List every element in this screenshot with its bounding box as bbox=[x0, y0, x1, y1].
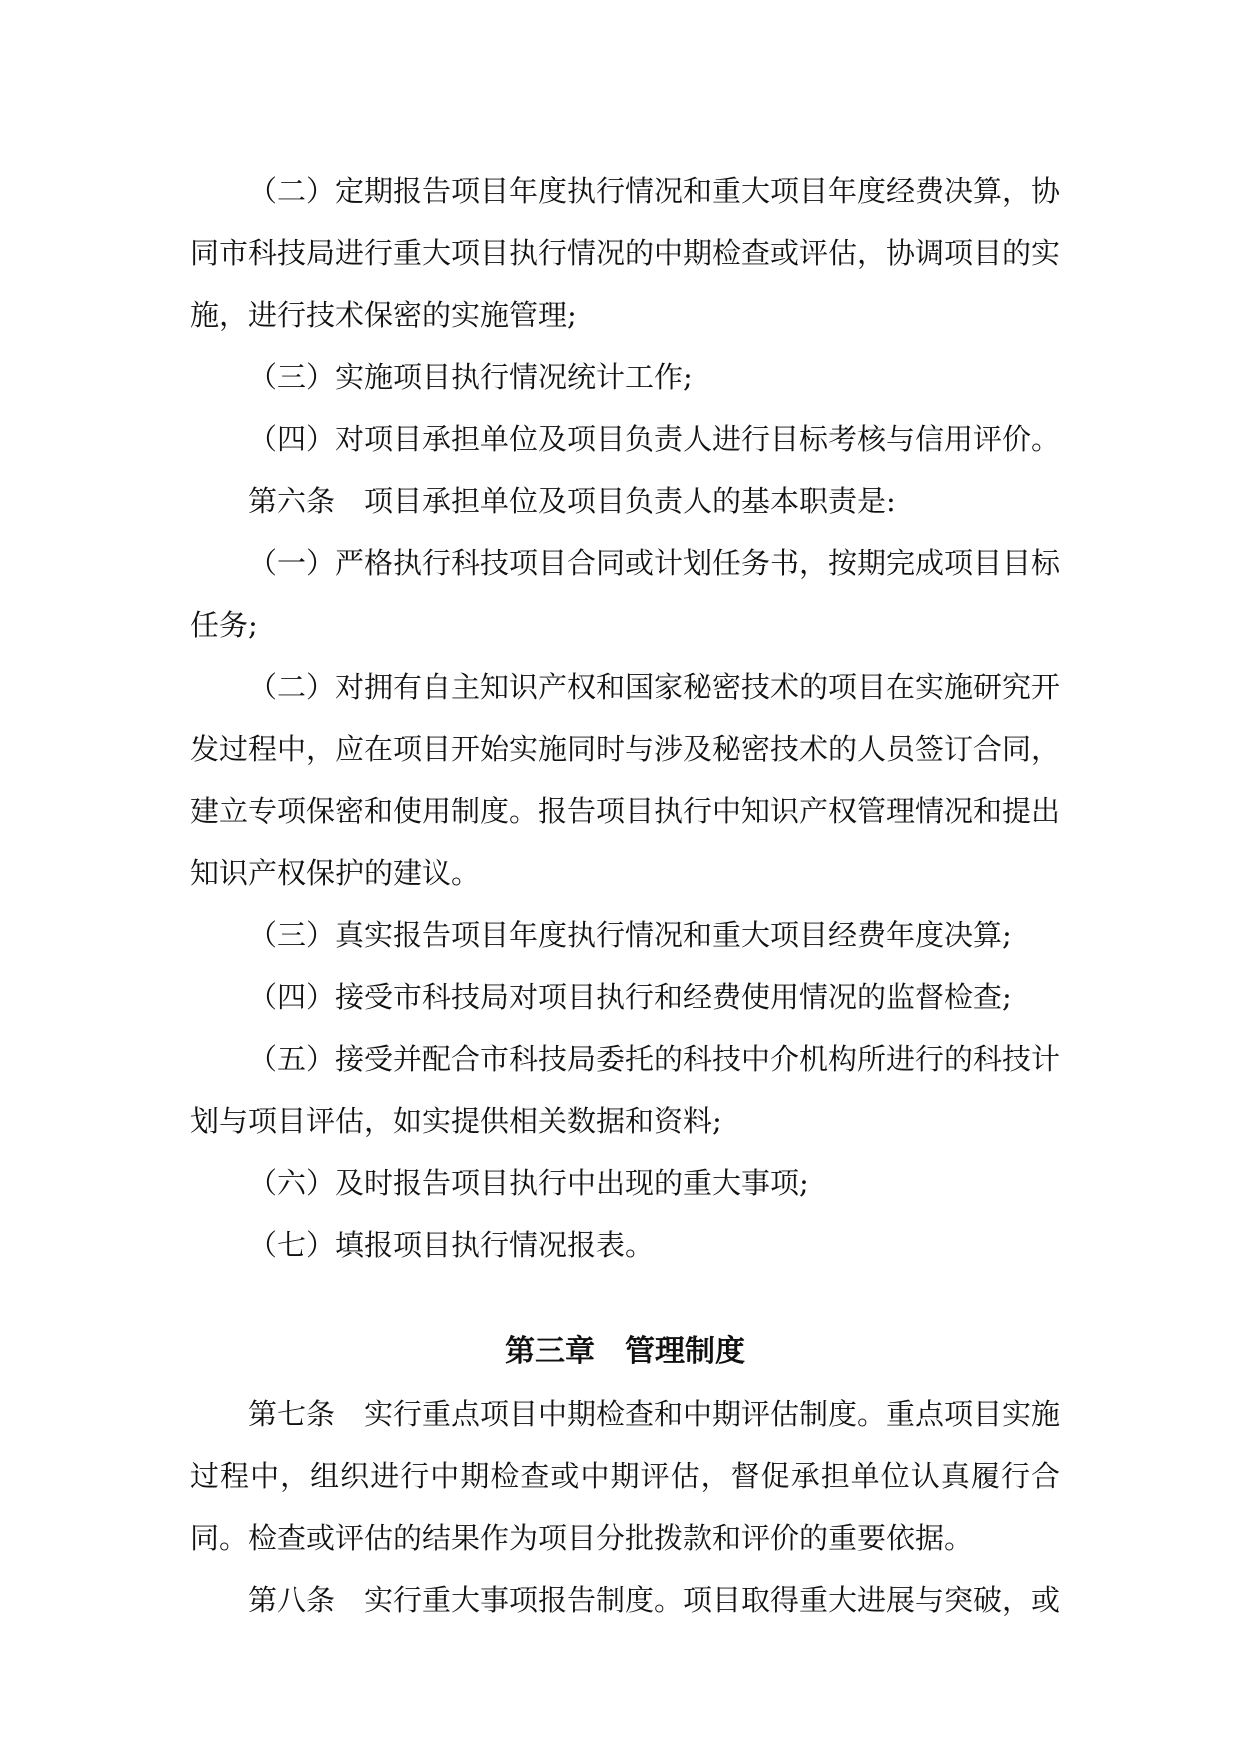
paragraph-duty-4-evaluation: （四）对项目承担单位及项目负责人进行目标考核与信用评价。 bbox=[248, 422, 1061, 456]
paragraph-duty-3-statistics: （三）实施项目执行情况统计工作; bbox=[248, 360, 693, 394]
paragraph-article-6-item-3: （三）真实报告项目年度执行情况和重大项目经费年度决算; bbox=[248, 918, 1012, 952]
paragraph-duty-2-periodic-report: （二）定期报告项目年度执行情况和重大项目年度经费决算，协同市科技局进行重大项目执行情况的中期检查或评估，协调项目的实施，进行技术保密的实施管理; bbox=[190, 174, 1061, 332]
paragraph-article-6-item-2: （二）对拥有自主知识产权和国家秘密技术的项目在实施研究开发过程中，应在项目开始实施同时与涉及秘密技术的人员签订合同，建立专项保密和使用制度。报告项目执行中知识产权管理情况和提出知识产权保护的建议。 bbox=[190, 670, 1061, 890]
paragraph-article-6-item-7: （七）填报项目执行情况报表。 bbox=[248, 1228, 655, 1262]
paragraph-article-6: 第六条 项目承担单位及项目负责人的基本职责是: bbox=[248, 484, 896, 518]
paragraph-article-8: 第八条 实行重大事项报告制度。项目取得重大进展与突破，或 bbox=[248, 1583, 1061, 1617]
paragraph-article-6-item-5: （五）接受并配合市科技局委托的科技中介机构所进行的科技计划与项目评估，如实提供相关数据和资料; bbox=[190, 1042, 1061, 1138]
paragraph-article-7: 第七条 实行重点项目中期检查和中期评估制度。重点项目实施过程中，组织进行中期检查或中期评估，督促承担单位认真履行合同。检查或评估的结果作为项目分批拨款和评价的重要依据。 bbox=[190, 1397, 1061, 1555]
paragraph-article-6-item-6: （六）及时报告项目执行中出现的重大事项; bbox=[248, 1166, 809, 1200]
paragraph-article-6-item-1: （一）严格执行科技项目合同或计划任务书，按期完成项目目标任务; bbox=[190, 546, 1061, 642]
chapter-heading: 第三章 管理制度 bbox=[505, 1334, 745, 1369]
document-body bbox=[190, 160, 1060, 1631]
paragraph-article-6-item-4: （四）接受市科技局对项目执行和经费使用情况的监督检查; bbox=[248, 980, 1012, 1014]
